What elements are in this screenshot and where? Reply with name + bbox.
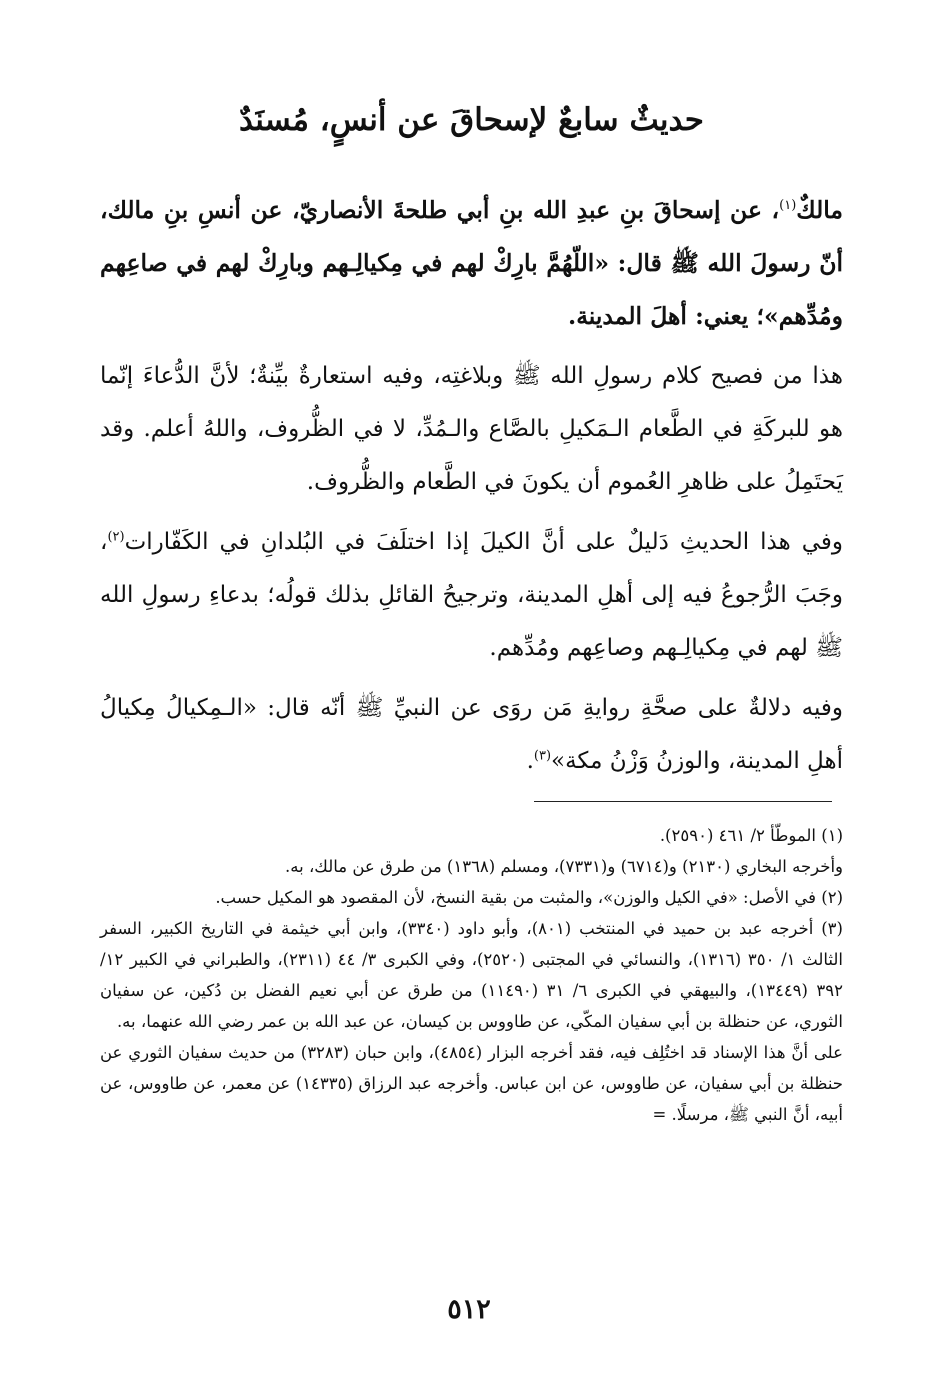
footnote-3: (٣) أخرجه عبد بن حميد في المنتخب (٨٠١)، وأبو داود (٣٣٤٠)، وابن أبي خيثمة في التاريخ الكبير، السفر الثالث ١/ ٣٥٠ (١٣١٦)، والنسائي في المجتبى (٢٥٢٠)، وفي الكبرى ٣/ ٤٤ (٢٣١١)، والطبراني في الكبير ١٢/ ٣٩٢ (١٣٤٤٩)، والبيهقي في الكبرى ٦/ ٣١ (١١٤٩٠) من طرق عن أبي نعيم الفضل بن دُكين، عن سفيان الثوري، عن حنظلة بن أبي سفيان المكّي، عن طاووس بن كيسان، عن عبد الله بن عمر رضي الله عنهما، به. [100, 919, 843, 1031]
commentary-paragraph-1: هذا من فصيح كلام رسولِ الله ﷺ وبلاغتِه، وفيه استعارةٌ بيِّنةٌ؛ لأنَّ الدُّعاءَ إنّما هو للبركَةِ في الطَّعام الـمَكيلِ بالصَّاع والـمُدِّ، لا في الظُّروف، واللهُ أعلم. وقد يَحتَمِلُ على ظاهرِ العُموم أن يكونَ في الطَّعام والظُّروف. [100, 363, 843, 495]
hadith-paragraph [100, 184, 843, 343]
commentary-3-end: . [526, 748, 534, 774]
commentary-paragraph-3 [100, 682, 843, 788]
commentary-paragraph-2 [100, 516, 843, 675]
footnote-2: (٢) في الأصل: «في الكيل والوزن»، والمثبت من بقية النسخ، لأن المقصود هو المكيل حسب. [215, 888, 843, 907]
commentary-2-start: وفي هذا الحديثِ دَليلٌ على أنَّ الكيلَ إذا اختلَفَ في البُلدانِ في الكَفّارات [124, 529, 843, 555]
footnote-separator [534, 801, 832, 802]
commentary-2-rest: ، وجَبَ الرُّجوعُ فيه إلى أهلِ المدينة، وترجيحُ القائلِ بذلك قولُه؛ بدعاءِ رسولِ الله ﷺ لهم في مِكيالِـهم وصاعِهم ومُدِّهم. [100, 529, 843, 661]
footnote-ref-3[interactable]: (٣) [533, 748, 552, 764]
page-number: ٥١٢ [447, 1294, 491, 1325]
commentary-3-start: وفيه دلالةٌ على صحَّةِ روايةِ مَن روَى عن النبيِّ ﷺ أنّه قال: «الـمِكيالُ مِكيالُ أهلِ المدينة، والوزنُ وَزْنُ مكة» [100, 695, 843, 774]
footnote-3-continued: على أنَّ هذا الإسناد قد اختُلِف فيه، فقد أخرجه البزار (٤٨٥٤)، وابن حبان (٣٢٨٣) من حديث سفيان الثوري عن حنظلة بن أبي سفيان، عن طاووس، عن ابن عباس. وأخرجه عبد الرزاق (١٤٣٣٥) عن معمر، عن طاووس، عن أبيه، أنَّ النبي ﷺ، مرسلًا. = [100, 1043, 843, 1124]
commentary [100, 350, 843, 788]
footnote-ref-1[interactable]: (١) [779, 198, 797, 214]
hadith-text [100, 184, 843, 343]
hadith-text-rest: ، عن إسحاقَ بنِ عبدِ الله بنِ أبي طلحةَ الأنصاريّ، عن أنسِ بنِ مالك، أنّ رسولَ الله ﷺ قال: «اللّهُمَّ بارِكْ لهم في مِكيالِـهم وبارِكْ لهم في صاعِهم ومُدِّهم»؛ يعني: أهلَ المدينة. [100, 196, 843, 330]
footnote-1: (١) الموطّأ ٢/ ٤٦١ (٢٥٩٠). [659, 826, 843, 845]
section-heading: حديثٌ سابعٌ لإسحاقَ عن أنسٍ، مُسنَدٌ [239, 102, 704, 138]
footnote-1-continued: وأخرجه البخاري (٢١٣٠) و(٦٧١٤) و(٧٣٣١)، ومسلم (١٣٦٨) من طرق عن مالك، به. [285, 857, 843, 876]
hadith-text-start: مالكٌ [796, 196, 843, 224]
footnote-ref-2[interactable]: (٢) [107, 529, 125, 545]
footnotes [100, 820, 843, 1130]
